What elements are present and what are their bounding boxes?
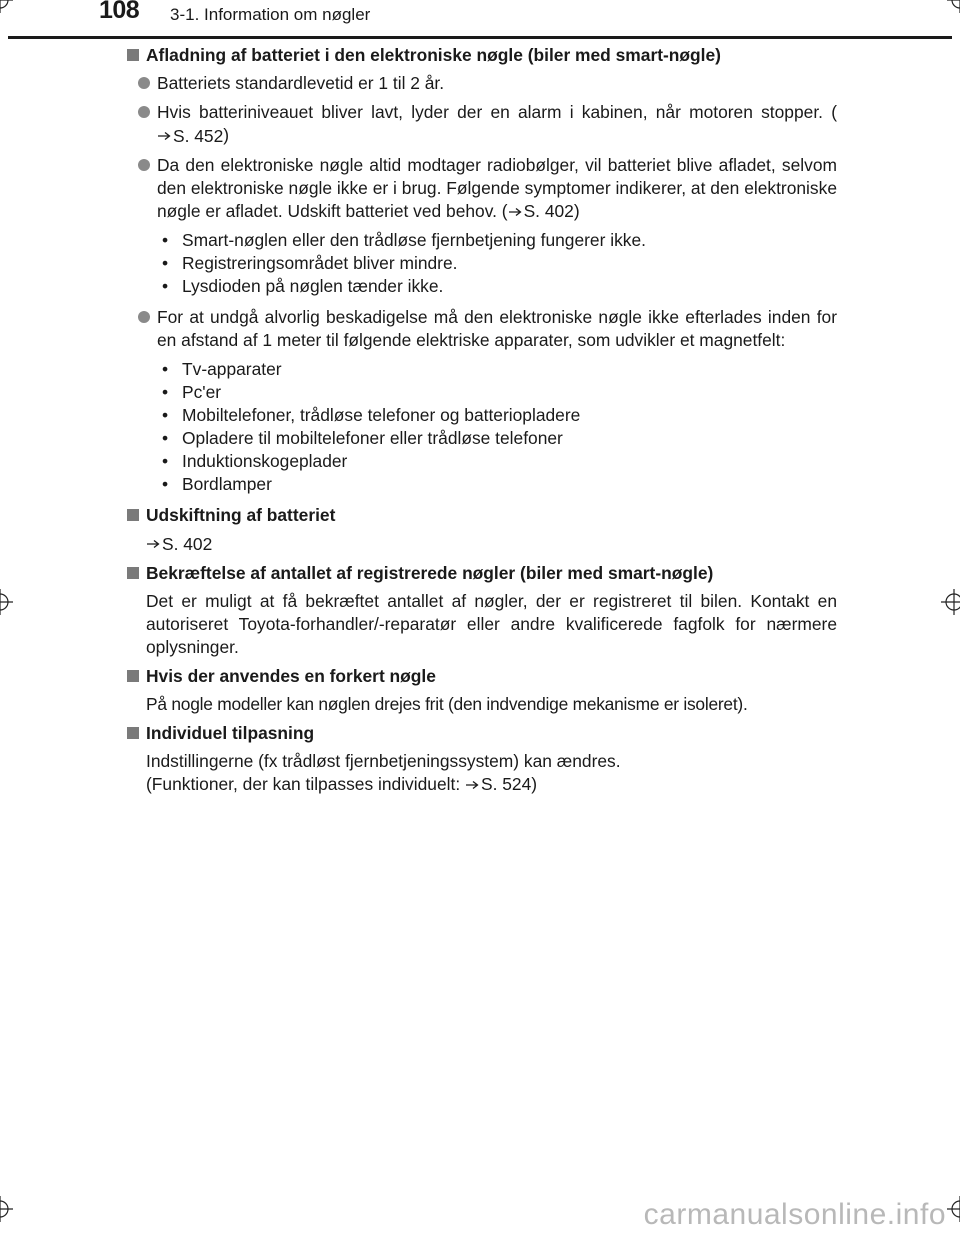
- list-item: [125, 306, 837, 352]
- circle-bullet-icon: [138, 106, 150, 118]
- page-content: [125, 44, 837, 802]
- section-heading-text: Afladning af batteriet i den elektroniske nøgle (biler med smart-nøgle): [146, 45, 721, 65]
- section-wrong-key: [125, 665, 837, 716]
- list-item: [125, 72, 837, 95]
- section-registered-keys: [125, 562, 837, 659]
- appliance-list: [162, 358, 837, 496]
- header-rule: [8, 36, 952, 39]
- section-customization: [125, 722, 837, 797]
- sub-list-item: • Registreringsområdet bliver mindre.: [162, 253, 458, 273]
- section-body: På nogle modeller kan nøglen drejes frit (den indvendige mekanisme er isoleret).: [146, 693, 748, 714]
- list-item-text: For at undgå alvorlig beskadigelse må den elektroniske nøgle ikke efterlades inden for en afstand af 1 meter til følgende elektriske apparater, som udvikler et magnetfelt:: [157, 307, 837, 350]
- sub-list-item: • Pc'er: [162, 382, 222, 402]
- sub-list-item: • Induktionskogeplader: [162, 451, 348, 471]
- registration-mark-icon: [947, 1196, 960, 1222]
- square-bullet-icon: [127, 567, 139, 579]
- section-body: Det er muligt at få bekræftet antallet af nøgler, der er registreret til bilen. Kontakt en autoriseret Toyota-forhandler/-reparatør eller andre kvalificerede fagfolk for nærmere oplysninger.: [146, 590, 837, 657]
- section-battery-replacement: [125, 504, 837, 556]
- section-battery-discharge: [125, 44, 837, 496]
- section-heading: [125, 665, 837, 688]
- registration-mark-icon: [0, 589, 13, 615]
- page-reference: S. 402: [508, 200, 574, 223]
- section-heading: [125, 504, 837, 527]
- square-bullet-icon: [127, 670, 139, 682]
- registration-mark-icon: [0, 0, 13, 13]
- sub-list-item: • Tv-apparater: [162, 359, 282, 379]
- section-heading: [125, 44, 837, 67]
- section-heading-text: Hvis der anvendes en forkert nøgle: [146, 665, 436, 686]
- list-item-text: Batteriets standardlevetid er 1 til 2 år.: [157, 73, 445, 93]
- list-item: [125, 154, 837, 224]
- page-reference: S. 524: [465, 773, 531, 796]
- sub-list-item: • Bordlamper: [162, 474, 272, 494]
- arrow-right-icon: [508, 207, 522, 217]
- arrow-right-icon: [157, 131, 171, 141]
- square-bullet-icon: [127, 727, 139, 739]
- registration-mark-icon: [947, 0, 960, 13]
- page-reference: S. 452: [157, 125, 223, 148]
- header-title: 3-1. Information om nøgler: [170, 5, 371, 24]
- section-heading-text: Individuel tilpasning: [146, 722, 315, 743]
- page-number: 108: [99, 0, 140, 24]
- registration-mark-icon: [941, 589, 960, 615]
- list-item-text: Hvis batteriniveauet bliver lavt, lyder der en alarm i kabinen, når motoren stopper. ( S. 452 ): [157, 102, 837, 146]
- section-heading: [125, 722, 837, 745]
- square-bullet-icon: [127, 49, 139, 61]
- circle-bullet-icon: [138, 311, 150, 323]
- circle-bullet-icon: [138, 77, 150, 89]
- circle-bullet-icon: [138, 159, 150, 171]
- arrow-right-icon: [465, 780, 479, 790]
- section-heading: [125, 562, 837, 585]
- list-item-text: Da den elektroniske nøgle altid modtager radiobølger, vil batteriet blive afladet, selvom den elektroniske nøgle ikke er i brug. Følgende symptomer indikerer, at den elektroniske nøgle er afladet. Udskift batteriet ved behov. ( S. 402 ): [157, 154, 837, 221]
- sub-list-item: • Smart-nøglen eller den trådløse fjernbetjening fungerer ikke.: [162, 230, 646, 250]
- square-bullet-icon: [127, 509, 139, 521]
- watermark: carmanualsonline.info: [643, 1198, 946, 1231]
- registration-mark-icon: [0, 1196, 13, 1222]
- sub-list-item: • Mobiltelefoner, trådløse telefoner og batteriopladere: [162, 405, 581, 425]
- sub-list-item: • Lysdioden på nøglen tænder ikke.: [162, 276, 444, 296]
- symptom-list: [162, 229, 837, 298]
- list-item: [125, 101, 837, 148]
- page-reference: S. 402: [146, 532, 837, 556]
- section-heading-text: Udskiftning af batteriet: [146, 505, 336, 525]
- arrow-right-icon: [146, 539, 160, 549]
- section-body: Indstillingerne (fx trådløst fjernbetjeningssystem) kan ændres. (Funktioner, der kan tilpasses individuelt: S. 524 ): [146, 750, 621, 794]
- sub-list-item: • Opladere til mobiltelefoner eller trådløse telefoner: [162, 428, 563, 448]
- section-heading-text: Bekræftelse af antallet af registrerede nøgler (biler med smart-nøgle): [146, 562, 714, 583]
